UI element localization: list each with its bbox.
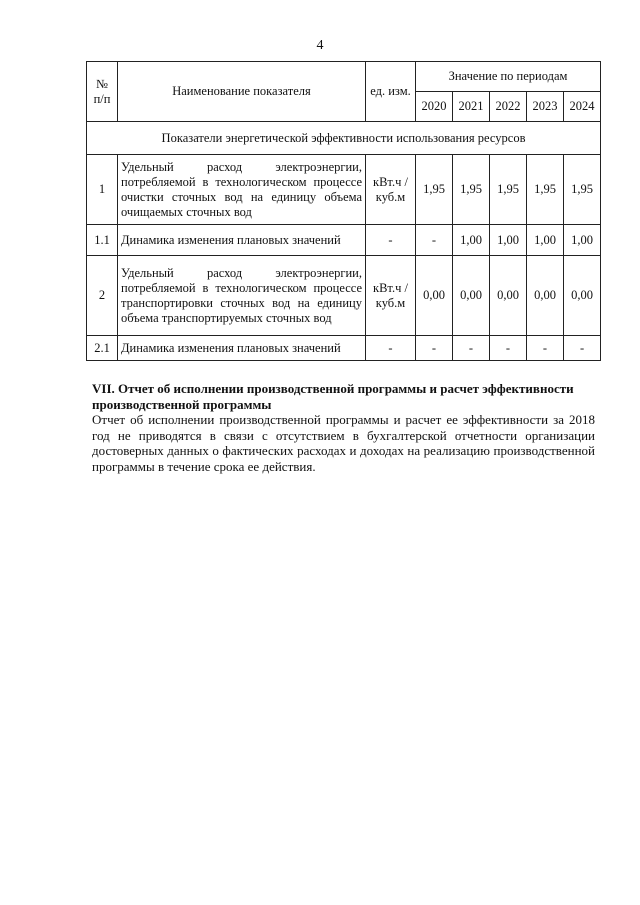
header-year: 2022 — [490, 92, 527, 122]
row-value: 0,00 — [453, 256, 490, 336]
report-section — [92, 381, 595, 474]
header-num: № п/п — [87, 62, 118, 122]
header-name: Наименование показателя — [118, 62, 366, 122]
row-num: 2.1 — [87, 336, 118, 361]
row-value: 1,00 — [527, 225, 564, 256]
row-unit: - — [366, 336, 416, 361]
row-unit: - — [366, 225, 416, 256]
row-value: - — [416, 225, 453, 256]
row-value: - — [416, 336, 453, 361]
row-value: 0,00 — [564, 256, 601, 336]
row-value: 1,00 — [490, 225, 527, 256]
table-row — [87, 225, 601, 256]
row-value: 1,95 — [527, 155, 564, 225]
row-value: - — [490, 336, 527, 361]
row-value: - — [564, 336, 601, 361]
report-paragraph: Отчет об исполнении производственной программы и расчет ее эффективности за 2018 год не приводятся в связи с отсутствием в бухгалтерской отчетности организации достоверных данных о фактических расходах и доходах на реализацию производственной программы в течение срока ее действия. — [92, 412, 595, 474]
header-year: 2020 — [416, 92, 453, 122]
row-value: 1,00 — [453, 225, 490, 256]
header-year: 2023 — [527, 92, 564, 122]
table-row — [87, 155, 601, 225]
row-num: 2 — [87, 256, 118, 336]
row-num: 1 — [87, 155, 118, 225]
header-year: 2024 — [564, 92, 601, 122]
row-name: Динамика изменения плановых значений — [118, 336, 366, 361]
row-value: 1,95 — [453, 155, 490, 225]
row-num: 1.1 — [87, 225, 118, 256]
header-year: 2021 — [453, 92, 490, 122]
row-unit: кВт.ч / куб.м — [366, 155, 416, 225]
indicators-table — [86, 61, 601, 361]
row-value: 0,00 — [490, 256, 527, 336]
section-title: Показатели энергетической эффективности использования ресурсов — [87, 122, 601, 155]
section-heading: VII. Отчет об исполнении производственной программы и расчет эффективности производственной программы — [92, 381, 574, 412]
table-row — [87, 256, 601, 336]
row-value: 1,95 — [416, 155, 453, 225]
row-value: - — [453, 336, 490, 361]
row-value: - — [527, 336, 564, 361]
row-unit: кВт.ч / куб.м — [366, 256, 416, 336]
header-values: Значение по периодам — [416, 62, 601, 92]
row-name: Удельный расход электроэнергии, потребляемой в технологическом процессе очистки сточных вод на единицу объема очищаемых сточных вод — [118, 155, 366, 225]
row-value: 1,95 — [564, 155, 601, 225]
row-value: 1,95 — [490, 155, 527, 225]
table-row — [87, 336, 601, 361]
row-value: 1,00 — [564, 225, 601, 256]
row-name: Удельный расход электроэнергии, потребляемой в технологическом процессе транспортировки сточных вод на единицу объема транспортируемых сточных вод — [118, 256, 366, 336]
header-unit: ед. изм. — [366, 62, 416, 122]
page-number: 4 — [316, 38, 324, 53]
row-name: Динамика изменения плановых значений — [118, 225, 366, 256]
row-value: 0,00 — [527, 256, 564, 336]
row-value: 0,00 — [416, 256, 453, 336]
